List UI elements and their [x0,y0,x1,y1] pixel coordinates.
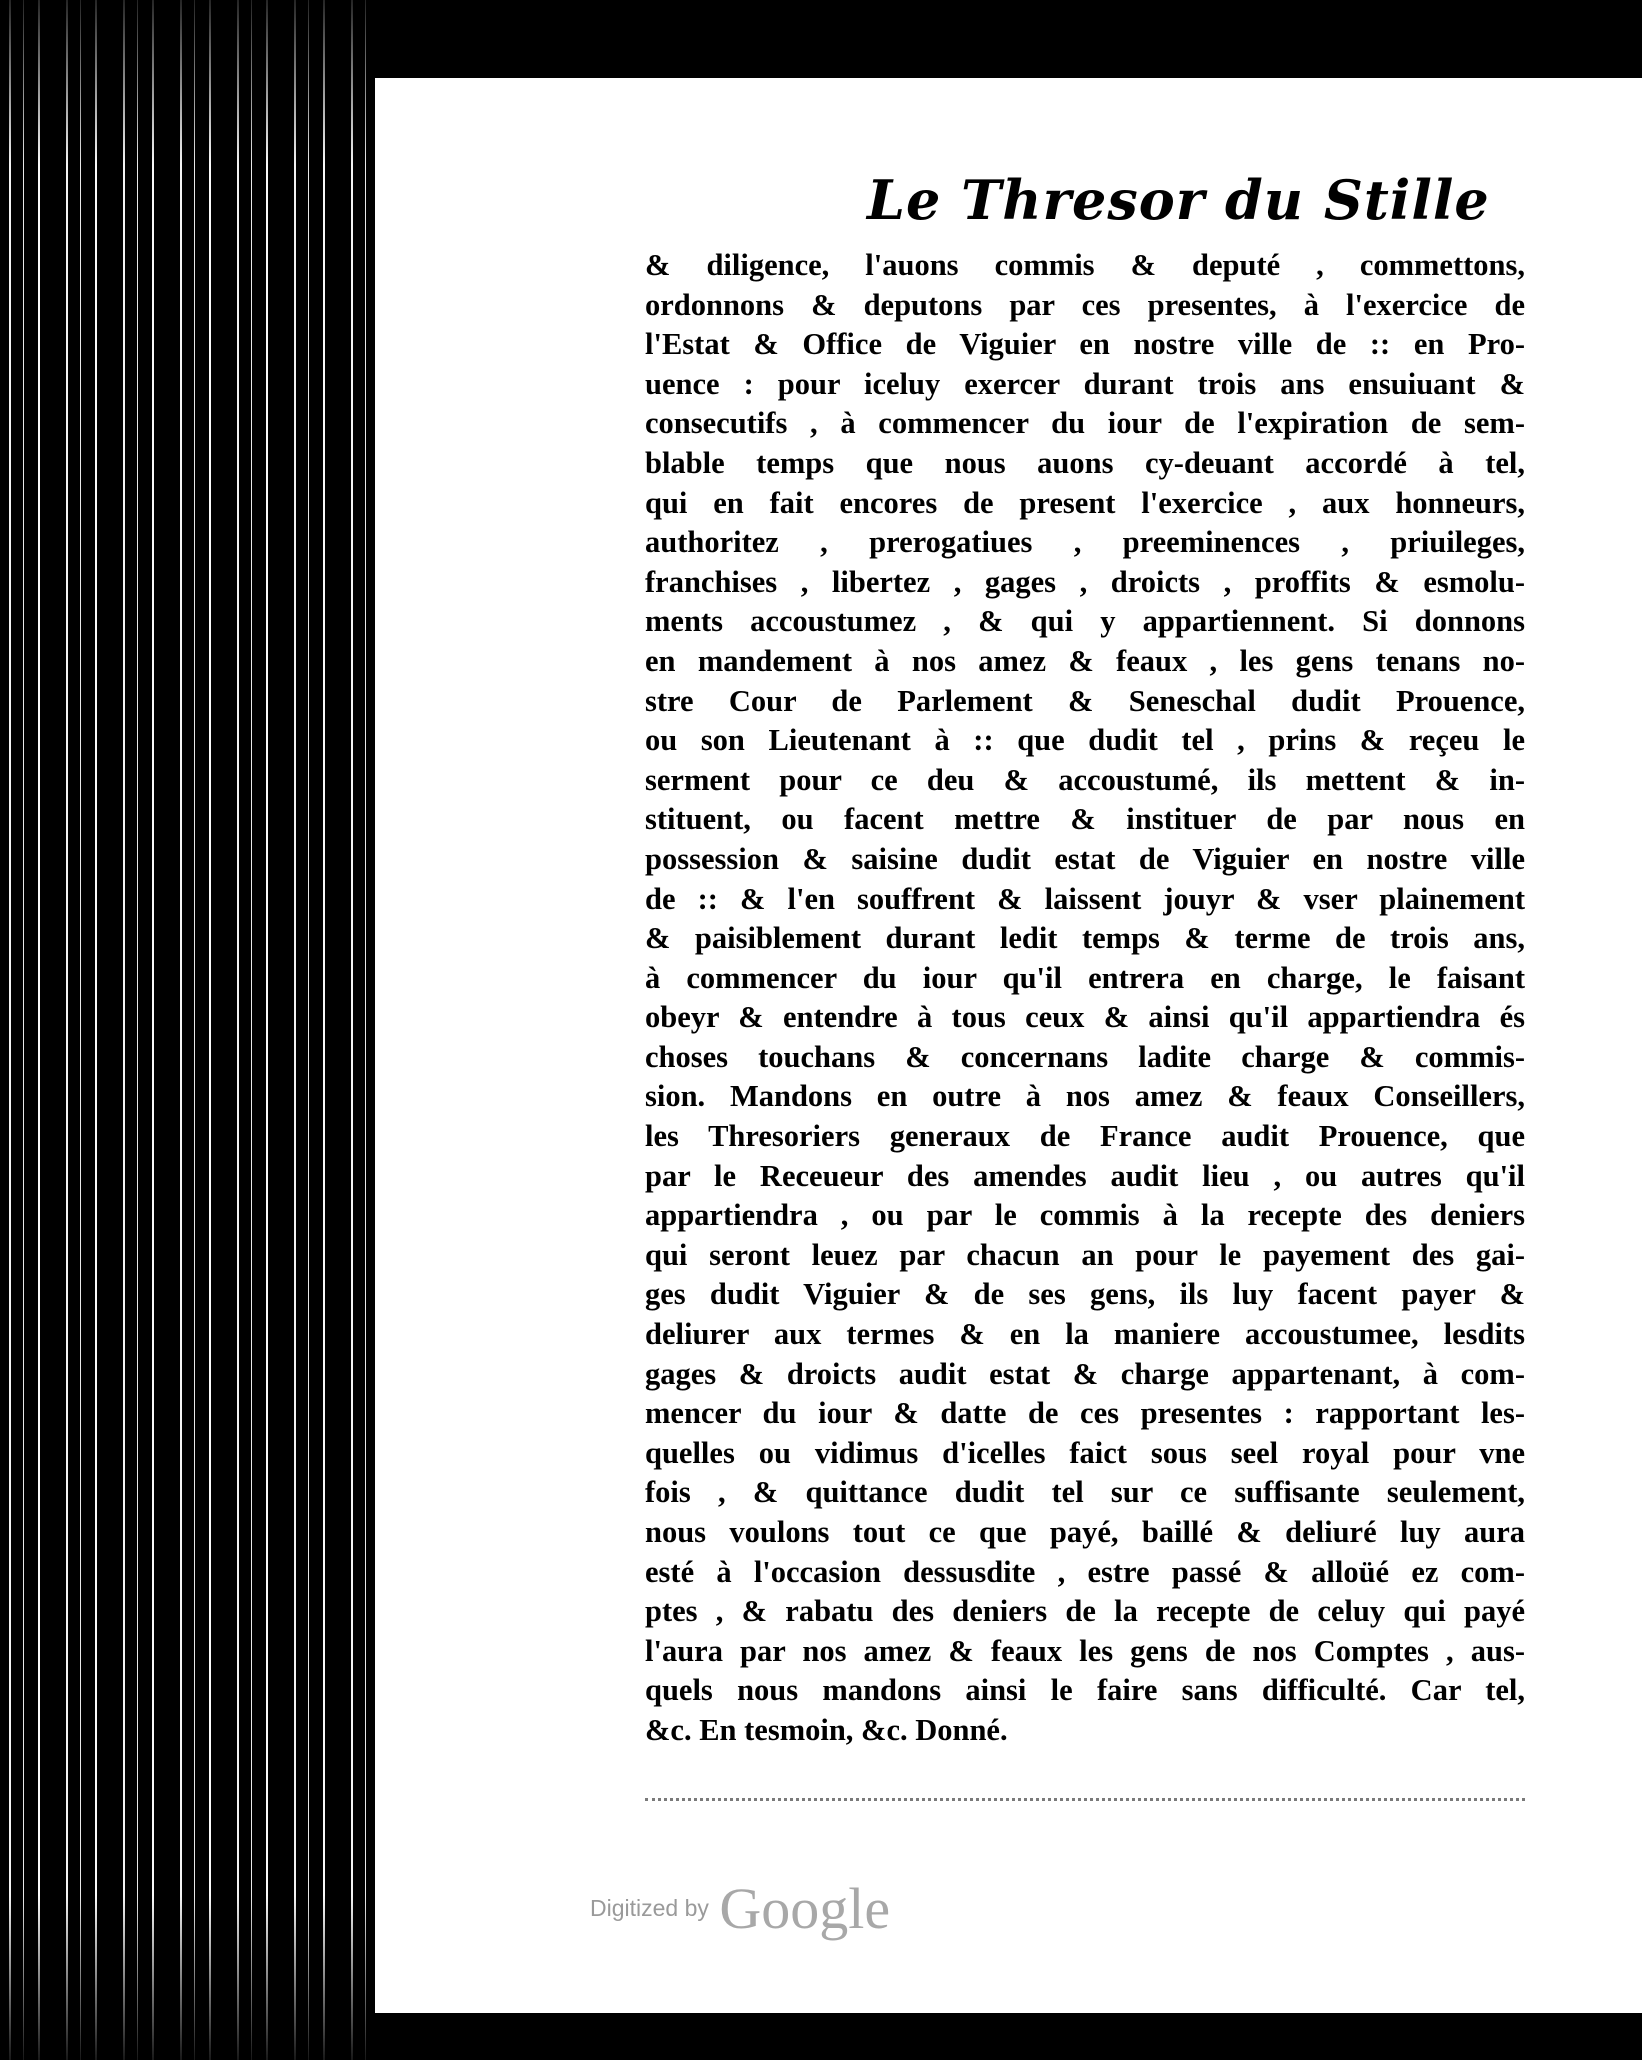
text-line: choses touchans & concernans ladite charge & commis- [645,1039,1525,1074]
text-line: l'aura par nos amez & feaux les gens de nos Comptes , aus- [645,1633,1525,1668]
text-line: deliurer aux termes & en la maniere accoustumee, lesdits [645,1317,1525,1352]
running-header: Le Thresor du Stille [867,168,1490,232]
text-line: sion. Mandons en outre à nos amez & feaux Conseillers, [645,1079,1525,1114]
text-line: qui en fait encores de present l'exercice , aux honneurs, [645,485,1525,520]
text-line: & diligence, l'auons commis & deputé , commettons, [645,248,1525,282]
text-line: gages & droicts audit estat & charge appartenant, à com- [645,1356,1525,1391]
text-line: ments accoustumez , & qui y appartiennent. Si donnons [645,604,1525,639]
text-line: blable temps que nous auons cy-deuant accordé à tel, [645,445,1525,480]
text-line: authoritez , prerogatiues , preeminences , priuileges, [645,525,1525,560]
printing-specks [645,1798,1525,1861]
text-line: de :: & l'en souffrent & laissent jouyr & vser plainement [645,881,1525,916]
text-line: stituent, ou facent mettre & instituer de par nous en [645,802,1525,837]
text-line: obeyr & entendre à tous ceux & ainsi qu'il appartiendra és [645,1000,1525,1035]
body-text [645,246,1525,1751]
text-line: l'Estat & Office de Viguier en nostre ville de :: en Pro- [645,327,1525,362]
book-page-edges [0,0,375,2060]
book-page [375,78,1642,2013]
text-line: fois , & quittance dudit tel sur ce suffisante seulement, [645,1475,1525,1510]
text-line: quelles ou vidimus d'icelles faict sous seel royal pour vne [645,1435,1525,1470]
text-line: & paisiblement durant ledit temps & terme de trois ans, [645,921,1525,956]
text-line: possession & saisine dudit estat de Viguier en nostre ville [645,841,1525,876]
text-line: ges dudit Viguier & de ses gens, ils luy facent payer & [645,1277,1525,1312]
text-line: consecutifs , à commencer du iour de l'expiration de sem- [645,406,1525,441]
text-line: serment pour ce deu & accoustumé, ils mettent & in- [645,762,1525,797]
text-line: à commencer du iour qu'il entrera en charge, le faisant [645,960,1525,995]
bottom-shadow [590,2038,1642,2060]
text-line: uence : pour iceluy exercer durant trois ans ensuiuant & [645,366,1525,401]
text-line: &c. En tesmoin, &c. Donné. [645,1712,1008,1747]
google-logo: Google [719,1876,891,1941]
text-line: les Thresoriers generaux de France audit Prouence, que [645,1119,1525,1154]
text-line: stre Cour de Parlement & Seneschal dudit Prouence, [645,683,1525,718]
text-line: en mandement à nos amez & feaux , les gens tenans no- [645,643,1525,678]
text-line: ptes , & rabatu des deniers de la recepte de celuy qui payé [645,1594,1525,1629]
text-line: franchises , libertez , gages , droicts , proffits & esmolu- [645,564,1525,599]
text-line: nous voulons tout ce que payé, baillé & deliuré luy aura [645,1515,1525,1549]
text-line: ordonnons & deputons par ces presentes, à l'exercice de [645,287,1525,322]
text-line: quels nous mandons ainsi le faire sans difficulté. Car tel, [645,1673,1525,1708]
text-line: appartiendra , ou par le commis à la recepte des deniers [645,1198,1525,1233]
text-line: ou son Lieutenant à :: que dudit tel , prins & reçeu le [645,723,1525,758]
text-line: qui seront leuez par chacun an pour le payement des gai- [645,1237,1525,1272]
digitized-watermark [590,1875,890,1942]
text-line: mencer du iour & datte de ces presentes : rapportant les- [645,1396,1525,1431]
watermark-prefix: Digitized by [590,1895,709,1921]
text-line: par le Receueur des amendes audit lieu , ou autres qu'il [645,1158,1525,1193]
text-line: esté à l'occasion dessusdite , estre passé & alloüé ez com- [645,1554,1525,1589]
